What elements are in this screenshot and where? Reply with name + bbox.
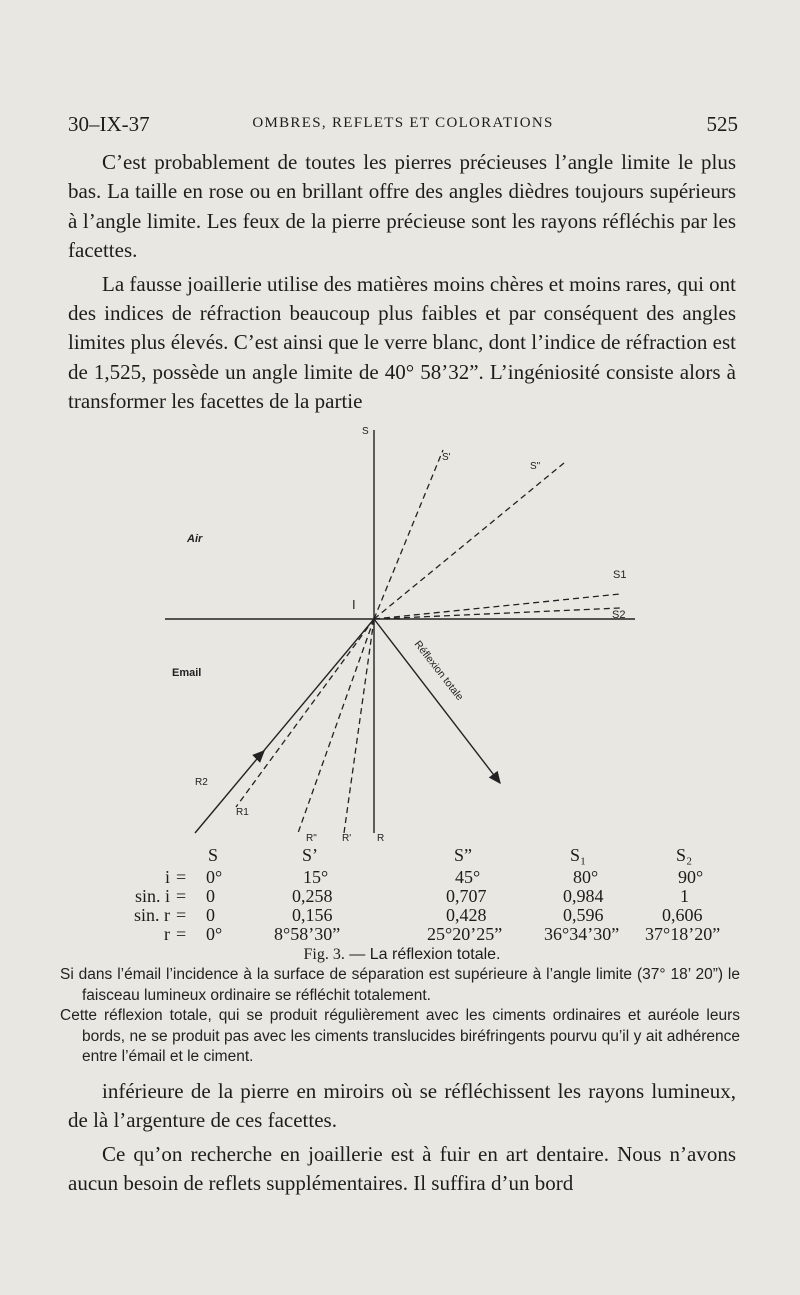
table-cell: 45° bbox=[455, 867, 481, 887]
label-r: R bbox=[377, 833, 385, 844]
table-cell: 0 bbox=[206, 886, 215, 906]
equals-sign: = bbox=[176, 905, 187, 925]
table-cell: 25°20’25” bbox=[427, 924, 503, 944]
label-s2: S2 bbox=[612, 609, 626, 621]
table-cell: 0,596 bbox=[563, 905, 604, 925]
table-cell: 37°18’20” bbox=[645, 924, 721, 944]
equals-sign: = bbox=[176, 924, 187, 944]
figure-title: — La réflexion totale. bbox=[349, 946, 501, 963]
table-cell: 0° bbox=[206, 867, 223, 887]
paragraph: Ce qu’on recherche en joaillerie est à fuir en art dentaire. Nous n’avons aucun besoin de reflets supplémentaires. Il suffira d’un bord bbox=[68, 1141, 736, 1196]
total-reflection-diagram bbox=[150, 400, 650, 845]
running-header bbox=[68, 112, 738, 142]
ray-r2 bbox=[195, 619, 374, 833]
total-reflection-ray bbox=[374, 619, 500, 783]
row-label: i bbox=[164, 867, 170, 887]
table-header: S’ bbox=[302, 845, 319, 865]
label-r2: R2 bbox=[195, 777, 208, 788]
paragraph: inférieure de la pierre en miroirs où se réfléchissent les rayons lumineux, de là l’argenture de ces facettes. bbox=[68, 1079, 736, 1133]
note-paragraph: Si dans l’émail l’incidence à la surface de séparation est supérieure à l’angle limite (37° 18’ 20”) le faisceau lumineux ordinaire se réfléchit totalement. bbox=[60, 966, 740, 1004]
row-label: sin. r bbox=[134, 905, 170, 925]
table-cell: 0° bbox=[206, 924, 223, 944]
note-paragraph: Cette réflexion totale, qui se produit régulièrement avec les ciments ordinaires et auréole leurs bords, ne se produit pas avec les ciments translucides biréfringents pourvu qu’il y ait adhérence entre l’émail et le ciment. bbox=[60, 1007, 740, 1065]
row-label: r bbox=[164, 924, 170, 944]
table-cell: 15° bbox=[303, 867, 329, 887]
label-email: Email bbox=[172, 667, 202, 679]
header-title: OMBRES, REFLETS ET COLORATIONS bbox=[252, 115, 554, 131]
table-cell: 80° bbox=[573, 867, 599, 887]
table-cell: 0,984 bbox=[563, 886, 604, 906]
equals-sign: = bbox=[176, 867, 187, 887]
ray-s-prime bbox=[374, 450, 443, 619]
label-r-prime: R' bbox=[342, 833, 352, 844]
table-header: S₁ bbox=[570, 845, 587, 865]
table-cell: 1 bbox=[680, 886, 689, 906]
header-date: 30–IX-37 bbox=[68, 112, 150, 136]
ray-r-prime bbox=[344, 619, 374, 833]
table-cell: 0,258 bbox=[292, 886, 333, 906]
body-text-bottom bbox=[68, 1077, 736, 1199]
table-cell: 8°58’30” bbox=[274, 924, 341, 944]
figure-number: Fig. 3. bbox=[303, 946, 345, 963]
label-s-prime: S' bbox=[442, 452, 451, 463]
ray-r-second bbox=[298, 619, 374, 833]
table-header: S” bbox=[454, 845, 472, 865]
label-total-reflection: Réflexion totale bbox=[411, 638, 466, 703]
table-header: S bbox=[208, 845, 219, 865]
ray-s1 bbox=[374, 594, 620, 619]
table-cell: 0,707 bbox=[446, 886, 487, 906]
table-header: S₂ bbox=[676, 845, 693, 865]
table-cell: 0 bbox=[206, 905, 215, 925]
ray-r2-arrow bbox=[262, 751, 264, 753]
row-label: sin. i bbox=[134, 886, 170, 906]
body-text-top bbox=[68, 148, 736, 417]
figure-note bbox=[60, 965, 740, 1068]
ray-s-second bbox=[374, 463, 564, 619]
ray-r1 bbox=[236, 619, 374, 807]
label-air: Air bbox=[187, 533, 203, 545]
label-r1: R1 bbox=[236, 807, 249, 818]
label-i: I bbox=[352, 597, 356, 612]
table-cell: 0,428 bbox=[446, 905, 487, 925]
table-row bbox=[110, 924, 750, 946]
label-s-second: S" bbox=[530, 461, 541, 472]
table-header-row bbox=[110, 845, 750, 867]
equals-sign: = bbox=[176, 886, 187, 906]
label-s: S bbox=[362, 426, 369, 437]
label-s1: S1 bbox=[613, 569, 627, 581]
figure-caption bbox=[68, 946, 736, 964]
table-cell: 0,606 bbox=[662, 905, 703, 925]
table-cell: 90° bbox=[678, 867, 704, 887]
page-number: 525 bbox=[706, 112, 738, 136]
ray-s2 bbox=[374, 608, 620, 619]
label-r-second: R" bbox=[306, 833, 317, 844]
paragraph: C’est probablement de toutes les pierres précieuses l’angle limite le plus bas. La taille en rose ou en brillant offre des angles dièdres toujours supérieurs à l’angle limite. Les feux de la pierre précieuse sont les rayons réfléchis par les facettes. bbox=[68, 150, 736, 263]
table-cell: 36°34’30” bbox=[544, 924, 620, 944]
table-cell: 0,156 bbox=[292, 905, 333, 925]
paragraph: La fausse joaillerie utilise des matières moins chères et moins rares, qui ont des indices de réfraction beaucoup plus faibles et par conséquent des angles limites plus élevés. C’est ainsi que le verre blanc, dont l’indice de réfraction est de 1,525, possède un angle limite de 40° 58’32”. L’ingéniosité consiste alors à transformer les facettes de la partie bbox=[68, 271, 736, 414]
